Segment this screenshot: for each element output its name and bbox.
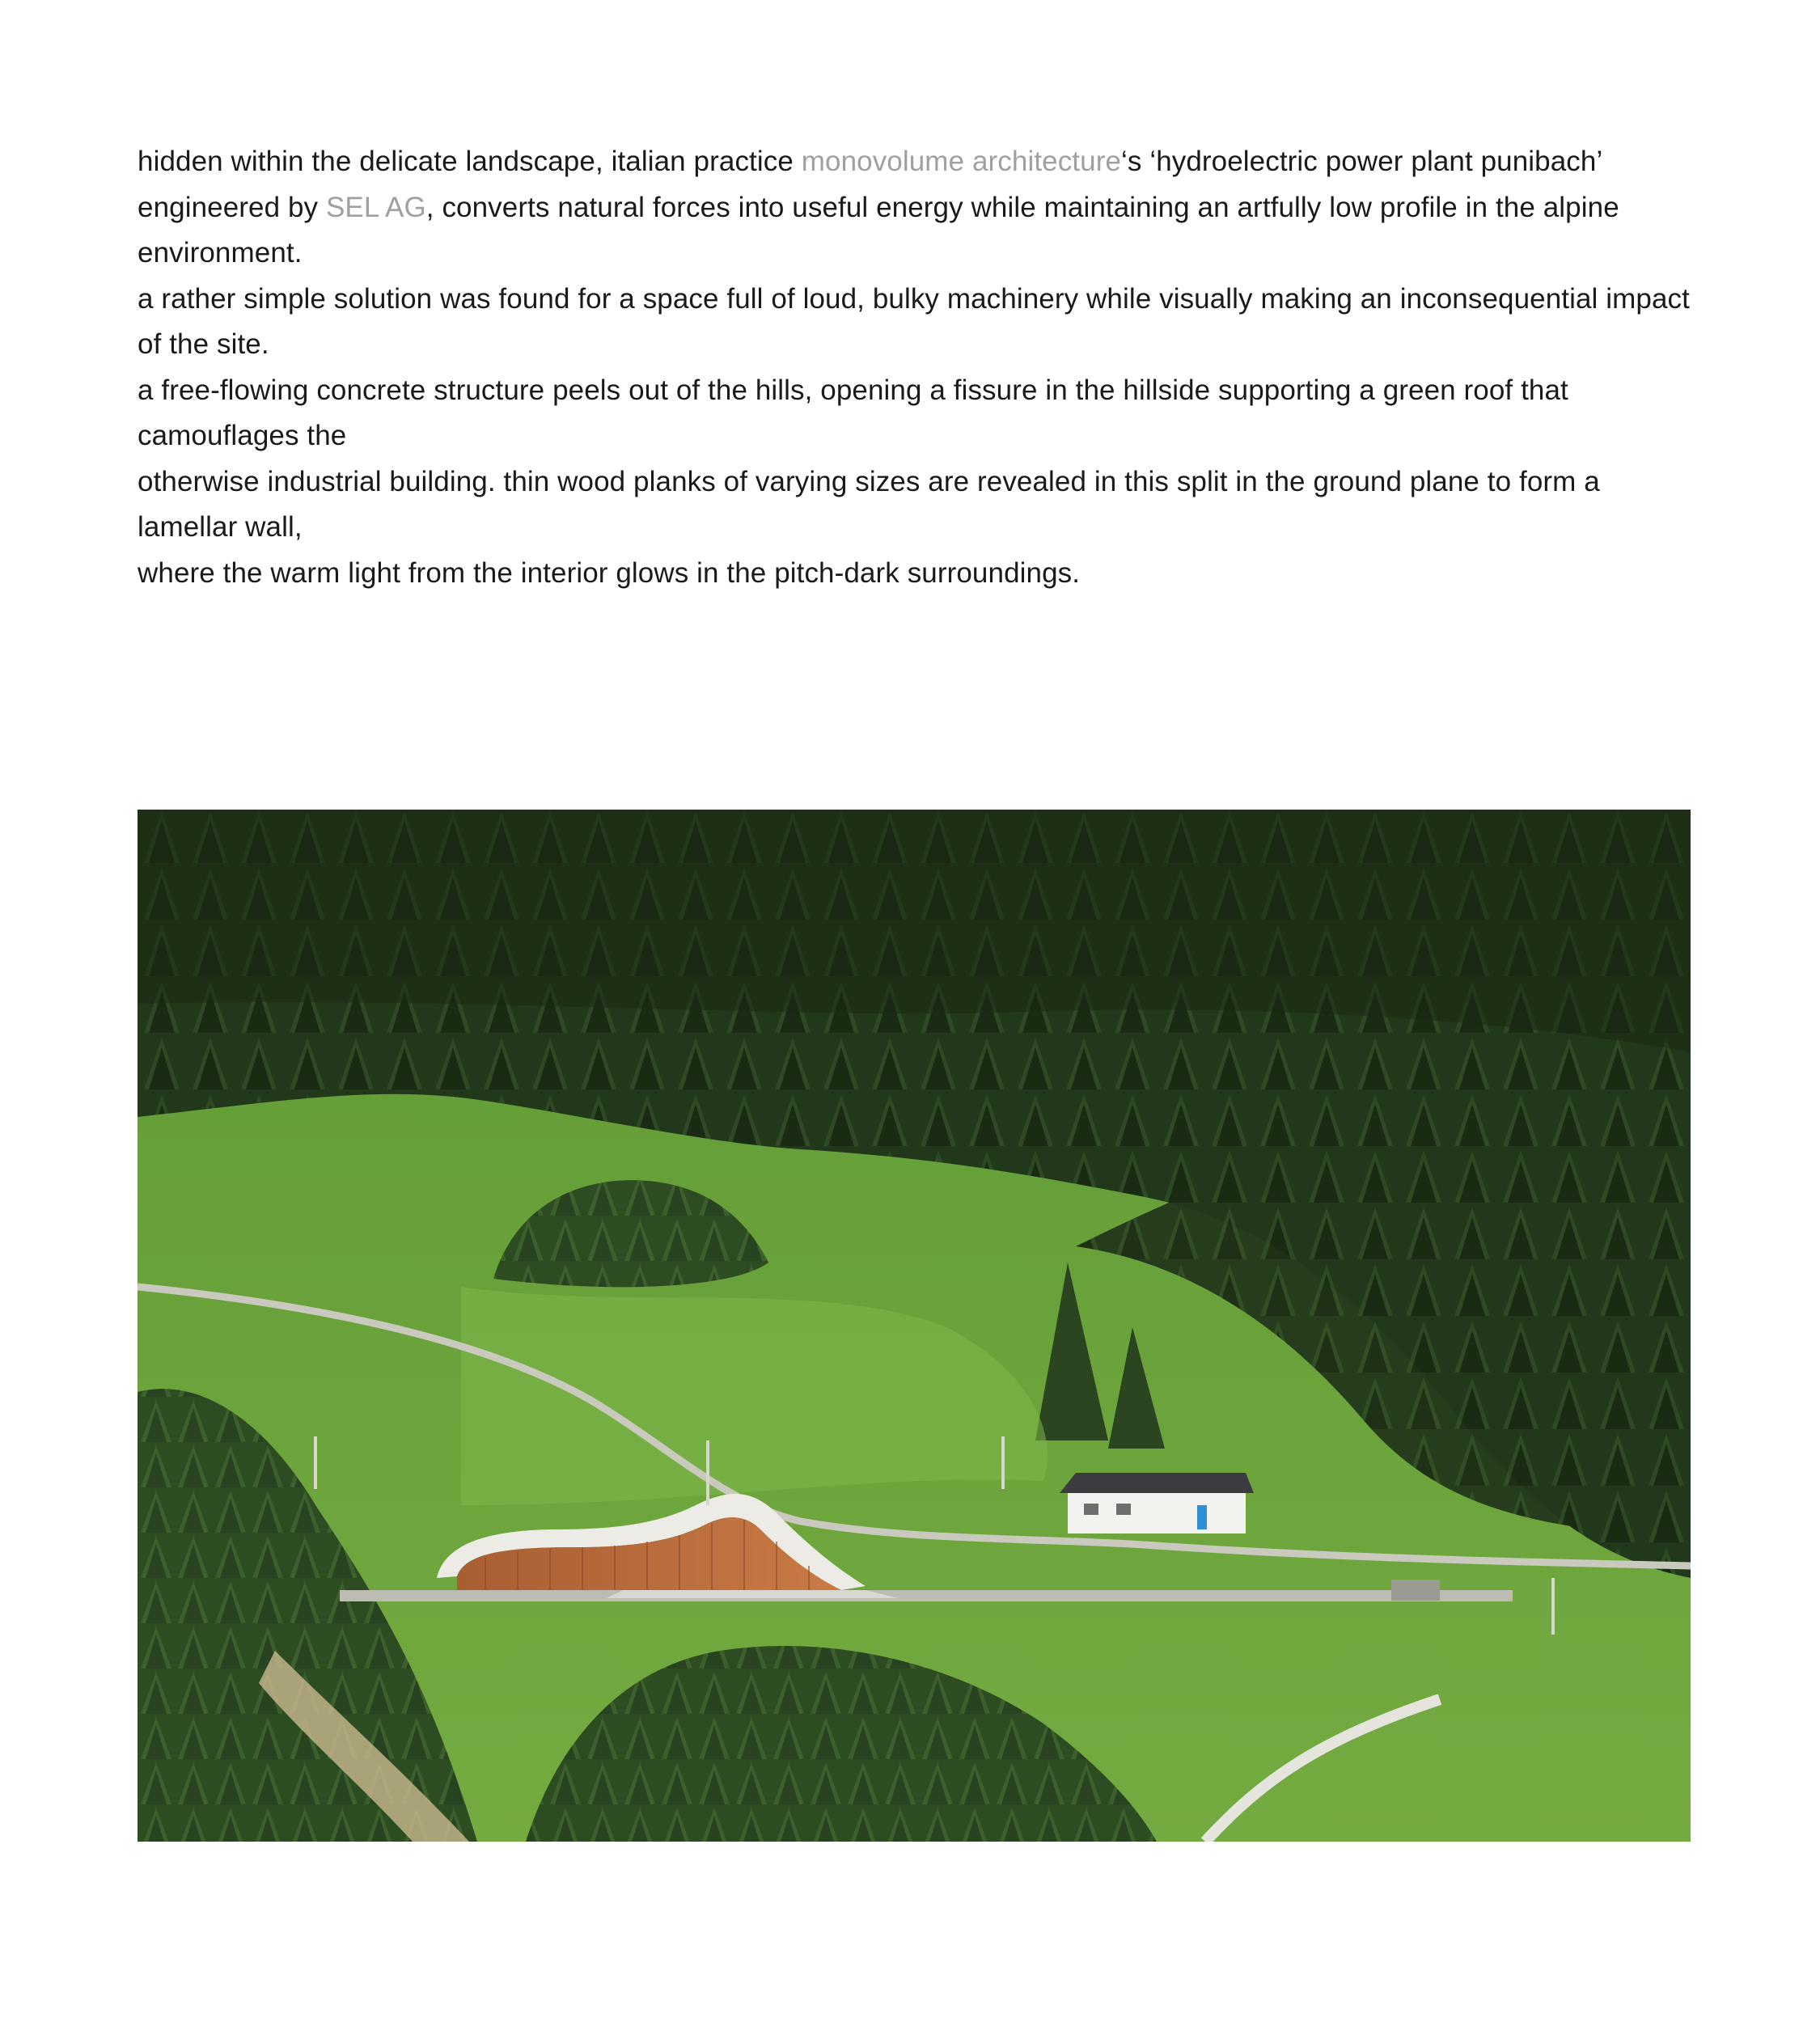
article-text [138, 139, 1691, 596]
monovolume-architecture-link[interactable]: monovolume architecture [801, 146, 1122, 177]
sel-ag-link[interactable]: SEL AG [325, 191, 426, 223]
canal-wall [340, 1590, 1513, 1601]
house-window-2 [1116, 1504, 1131, 1515]
paragraph-1-text-after: ‘s ‘hydroelectric power plant punibach’ [1121, 146, 1603, 177]
house-door [1197, 1505, 1207, 1529]
landscape-illustration [138, 810, 1691, 1842]
paragraph-2 [138, 185, 1691, 277]
paragraph-2-text-after: , converts natural forces into useful energy while maintaining an artfully low profile in the alpine environment. [138, 191, 1619, 269]
paragraph-3: a rather simple solution was found for a space full of loud, bulky machinery while visually making an inconsequential impact of the site. [138, 282, 1690, 360]
paragraph-6: where the warm light from the interior glows in the pitch-dark surroundings. [138, 556, 1081, 589]
plant-forecourt [607, 1590, 898, 1598]
paragraph-5: otherwise industrial building. thin wood planks of varying sizes are revealed in this split in the ground plane to form a lamellar wall, [138, 465, 1600, 543]
paragraph-1 [138, 139, 1691, 185]
paragraph-4: a free-flowing concrete structure peels out of the hills, opening a fissure in the hillside supporting a green roof that camouflages the [138, 374, 1568, 451]
power-plant-photo [138, 810, 1691, 1842]
house-roof [1060, 1473, 1254, 1493]
paragraph-1-text-before: hidden within the delicate landscape, italian practice [138, 146, 802, 177]
house-window-1 [1084, 1504, 1098, 1515]
canal-outlet [1391, 1580, 1440, 1601]
paragraph-2-text-before: engineered by [138, 191, 326, 223]
